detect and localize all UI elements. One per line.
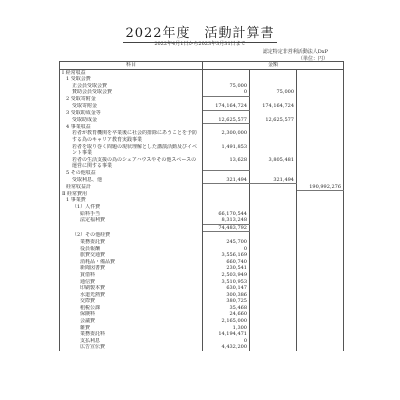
amount-total xyxy=(297,338,344,345)
table-row xyxy=(60,311,344,318)
amount-total xyxy=(297,298,344,305)
amount-total xyxy=(297,285,344,292)
row-label: Ⅱ 経常費用 xyxy=(60,191,203,198)
amount-subtotal xyxy=(250,184,297,191)
amount-detail: 35,468 xyxy=(203,305,250,312)
row-label: 5 その他収益 xyxy=(60,170,203,177)
amount-total xyxy=(297,83,344,90)
row-label: 広告宣伝費 xyxy=(60,344,203,351)
amount-subtotal xyxy=(250,191,297,198)
row-label: 交際費 xyxy=(60,298,203,305)
row-label: 若者を取り巻く問題の現状理解とした講演活動及びイベント事業 xyxy=(60,144,203,157)
amount-subtotal xyxy=(250,83,297,90)
row-label: （1）人件費 xyxy=(60,204,203,211)
amount-subtotal xyxy=(250,96,297,103)
amount-subtotal: 3,805,481 xyxy=(250,157,297,170)
amount-total xyxy=(297,311,344,318)
table-row xyxy=(60,117,344,124)
amount-subtotal: 321,494 xyxy=(250,177,297,184)
amount-detail xyxy=(203,191,250,198)
amount-detail: 380,725 xyxy=(203,298,250,305)
amount-detail: 0 xyxy=(203,89,250,96)
row-label: 通信費 xyxy=(60,279,203,286)
amount-total xyxy=(297,232,344,239)
table-row xyxy=(60,191,344,198)
amount-detail: 24,660 xyxy=(203,311,250,318)
table-row xyxy=(60,298,344,305)
table-row xyxy=(60,265,344,272)
table-row xyxy=(60,344,344,351)
amount-total xyxy=(297,144,344,157)
amount-total xyxy=(297,211,344,218)
amount-total xyxy=(297,157,344,170)
amount-subtotal: 174,164,724 xyxy=(250,103,297,110)
amount-detail: 75,000 xyxy=(203,83,250,90)
amount-total xyxy=(297,191,344,198)
amount-detail: 74,483,792 xyxy=(203,224,250,232)
amount-total xyxy=(297,110,344,117)
amount-detail: 66,170,544 xyxy=(203,211,250,218)
row-label: 業務委託費 xyxy=(60,239,203,246)
amount-subtotal: 75,000 xyxy=(250,89,297,96)
amount-detail: 230,541 xyxy=(203,265,250,272)
amount-subtotal: 12,625,577 xyxy=(250,117,297,124)
amount-subtotal xyxy=(250,259,297,266)
amount-total xyxy=(297,130,344,143)
amount-detail: 14,194,471 xyxy=(203,331,250,338)
table-row xyxy=(60,144,344,157)
table-row xyxy=(60,246,344,253)
amount-total xyxy=(297,204,344,211)
amount-subtotal xyxy=(250,211,297,218)
amount-detail: 2,165,000 xyxy=(203,318,250,325)
amount-detail xyxy=(203,96,250,103)
amount-total xyxy=(297,117,344,124)
row-label: 印刷製本費 xyxy=(60,285,203,292)
table-row xyxy=(60,89,344,96)
amount-subtotal xyxy=(250,285,297,292)
row-label: 4 事業収益 xyxy=(60,124,203,131)
amount-subtotal xyxy=(250,298,297,305)
row-label: 賃借料 xyxy=(60,272,203,279)
row-label: 1 受取会費 xyxy=(60,76,203,83)
table-row xyxy=(60,197,344,204)
header-amount: 金額 xyxy=(203,62,344,70)
table-row xyxy=(60,232,344,239)
table-row xyxy=(60,69,344,76)
table-row xyxy=(60,83,344,90)
amount-detail: 660,740 xyxy=(203,259,250,266)
amount-total xyxy=(297,76,344,83)
table-row xyxy=(60,259,344,266)
row-label: 若者の生活支援の為のシェアハウスやその他スペースの運営に関する事業 xyxy=(60,157,203,170)
row-label: 経常収益計 xyxy=(60,184,203,191)
table-header-row xyxy=(60,62,344,70)
row-label: 法定福利費 xyxy=(60,217,203,224)
table-row xyxy=(60,285,344,292)
row-label: 水道光熱費 xyxy=(60,292,203,299)
amount-detail: 300,386 xyxy=(203,292,250,299)
amount-subtotal xyxy=(250,69,297,76)
row-label xyxy=(60,224,203,232)
amount-detail: 0 xyxy=(203,246,250,253)
amount-subtotal xyxy=(250,279,297,286)
activity-statement-table xyxy=(59,61,344,351)
table-row xyxy=(60,305,344,312)
amount-total xyxy=(297,292,344,299)
table-row xyxy=(60,211,344,218)
table-row xyxy=(60,272,344,279)
row-label: 1 事業費 xyxy=(60,197,203,204)
amount-subtotal xyxy=(250,217,297,224)
amount-subtotal xyxy=(250,311,297,318)
table-row xyxy=(60,130,344,143)
amount-detail xyxy=(203,204,250,211)
amount-subtotal xyxy=(250,76,297,83)
amount-subtotal xyxy=(250,338,297,345)
table-row xyxy=(60,76,344,83)
amount-detail: 174,164,724 xyxy=(203,103,250,110)
table-row xyxy=(60,318,344,325)
row-label: 会議費 xyxy=(60,318,203,325)
row-label: 租税公課 xyxy=(60,305,203,312)
amount-detail: 2,300,000 xyxy=(203,130,250,143)
amount-total xyxy=(297,224,344,232)
row-label: 若者が教育機関を卒業後に社会的排除にあうことを予防する為のキャリア教育実践事業 xyxy=(60,130,203,143)
row-label: Ⅰ 経常収益 xyxy=(60,69,203,76)
unit-note: （単位：円） xyxy=(297,56,328,62)
amount-detail: 0 xyxy=(203,338,250,345)
amount-subtotal xyxy=(250,292,297,299)
amount-total xyxy=(297,69,344,76)
table-row xyxy=(60,170,344,177)
amount-detail xyxy=(203,69,250,76)
amount-detail xyxy=(203,232,250,239)
row-label: 雑費 xyxy=(60,325,203,332)
amount-subtotal xyxy=(250,124,297,131)
row-label: 消耗品・備品費 xyxy=(60,259,203,266)
amount-total xyxy=(297,265,344,272)
amount-total xyxy=(297,272,344,279)
amount-detail xyxy=(203,110,250,117)
amount-detail xyxy=(203,184,250,191)
table-row xyxy=(60,177,344,184)
amount-total xyxy=(297,239,344,246)
amount-detail xyxy=(203,124,250,131)
row-label: 2 受取寄附金 xyxy=(60,96,203,103)
fiscal-period: 2022年4月1日から2023年3月31日まで xyxy=(154,41,246,47)
amount-subtotal xyxy=(250,232,297,239)
amount-total xyxy=(297,217,344,224)
amount-total xyxy=(297,246,344,253)
table-row xyxy=(60,325,344,332)
row-label: 受取利息、他 xyxy=(60,177,203,184)
amount-total: 190,992,276 xyxy=(297,184,344,191)
amount-subtotal xyxy=(250,144,297,157)
amount-detail: 630,147 xyxy=(203,285,250,292)
amount-total xyxy=(297,259,344,266)
amount-detail: 3,510,953 xyxy=(203,279,250,286)
header-item: 科目 xyxy=(60,62,203,70)
document-title: 2022年度 活動計算書 xyxy=(0,22,400,43)
table-row xyxy=(60,331,344,338)
amount-subtotal xyxy=(250,170,297,177)
amount-subtotal xyxy=(250,197,297,204)
row-label: 保険料 xyxy=(60,311,203,318)
amount-detail: 12,625,577 xyxy=(203,117,250,124)
amount-total xyxy=(297,318,344,325)
amount-total xyxy=(297,89,344,96)
amount-total xyxy=(297,103,344,110)
amount-subtotal xyxy=(250,325,297,332)
row-label: 新聞図書費 xyxy=(60,265,203,272)
table-row xyxy=(60,217,344,224)
row-label: （2）その他経費 xyxy=(60,232,203,239)
amount-subtotal xyxy=(250,224,297,232)
table-row xyxy=(60,279,344,286)
table-row xyxy=(60,239,344,246)
row-label: 旅費交通費 xyxy=(60,252,203,259)
table-row xyxy=(60,224,344,232)
amount-detail: 8,313,248 xyxy=(203,217,250,224)
organization-name: 認定特定非営利活動法人DxP xyxy=(262,49,328,55)
amount-subtotal xyxy=(250,272,297,279)
amount-detail: 321,494 xyxy=(203,177,250,184)
amount-total xyxy=(297,197,344,204)
amount-detail: 1,491,853 xyxy=(203,144,250,157)
table-row xyxy=(60,103,344,110)
amount-total xyxy=(297,305,344,312)
row-label: 業務委託料 xyxy=(60,331,203,338)
amount-detail: 245,700 xyxy=(203,239,250,246)
amount-detail: 2,503,949 xyxy=(203,272,250,279)
row-label: 役員報酬 xyxy=(60,246,203,253)
amount-subtotal xyxy=(250,344,297,351)
amount-detail: 13,628 xyxy=(203,157,250,170)
amount-subtotal xyxy=(250,110,297,117)
table-row xyxy=(60,338,344,345)
row-label: 受取寄附金 xyxy=(60,103,203,110)
table-row xyxy=(60,292,344,299)
amount-subtotal xyxy=(250,305,297,312)
amount-detail: 4,432,200 xyxy=(203,344,250,351)
table-row xyxy=(60,124,344,131)
amount-subtotal xyxy=(250,265,297,272)
amount-detail: 3,556,169 xyxy=(203,252,250,259)
amount-total xyxy=(297,279,344,286)
amount-subtotal xyxy=(250,246,297,253)
table-row xyxy=(60,157,344,170)
amount-detail: 1,300 xyxy=(203,325,250,332)
row-label: 3 受取助成金等 xyxy=(60,110,203,117)
amount-total xyxy=(297,96,344,103)
amount-total xyxy=(297,124,344,131)
amount-subtotal xyxy=(250,331,297,338)
row-label: 正会員受取会費 xyxy=(60,83,203,90)
row-label: 支払利息 xyxy=(60,338,203,345)
row-label: 給料手当 xyxy=(60,211,203,218)
table-row xyxy=(60,110,344,117)
amount-total xyxy=(297,325,344,332)
amount-total xyxy=(297,331,344,338)
amount-total xyxy=(297,177,344,184)
amount-subtotal xyxy=(250,318,297,325)
amount-total xyxy=(297,170,344,177)
amount-total xyxy=(297,344,344,351)
amount-subtotal xyxy=(250,252,297,259)
row-label: 賛助会員受取会費 xyxy=(60,89,203,96)
row-label: 受取助成金 xyxy=(60,117,203,124)
table-row xyxy=(60,204,344,211)
table-row xyxy=(60,252,344,259)
amount-subtotal xyxy=(250,239,297,246)
amount-subtotal xyxy=(250,204,297,211)
table-row xyxy=(60,96,344,103)
amount-detail xyxy=(203,170,250,177)
amount-detail xyxy=(203,197,250,204)
table-row xyxy=(60,184,344,191)
amount-detail xyxy=(203,76,250,83)
amount-total xyxy=(297,252,344,259)
amount-subtotal xyxy=(250,130,297,143)
